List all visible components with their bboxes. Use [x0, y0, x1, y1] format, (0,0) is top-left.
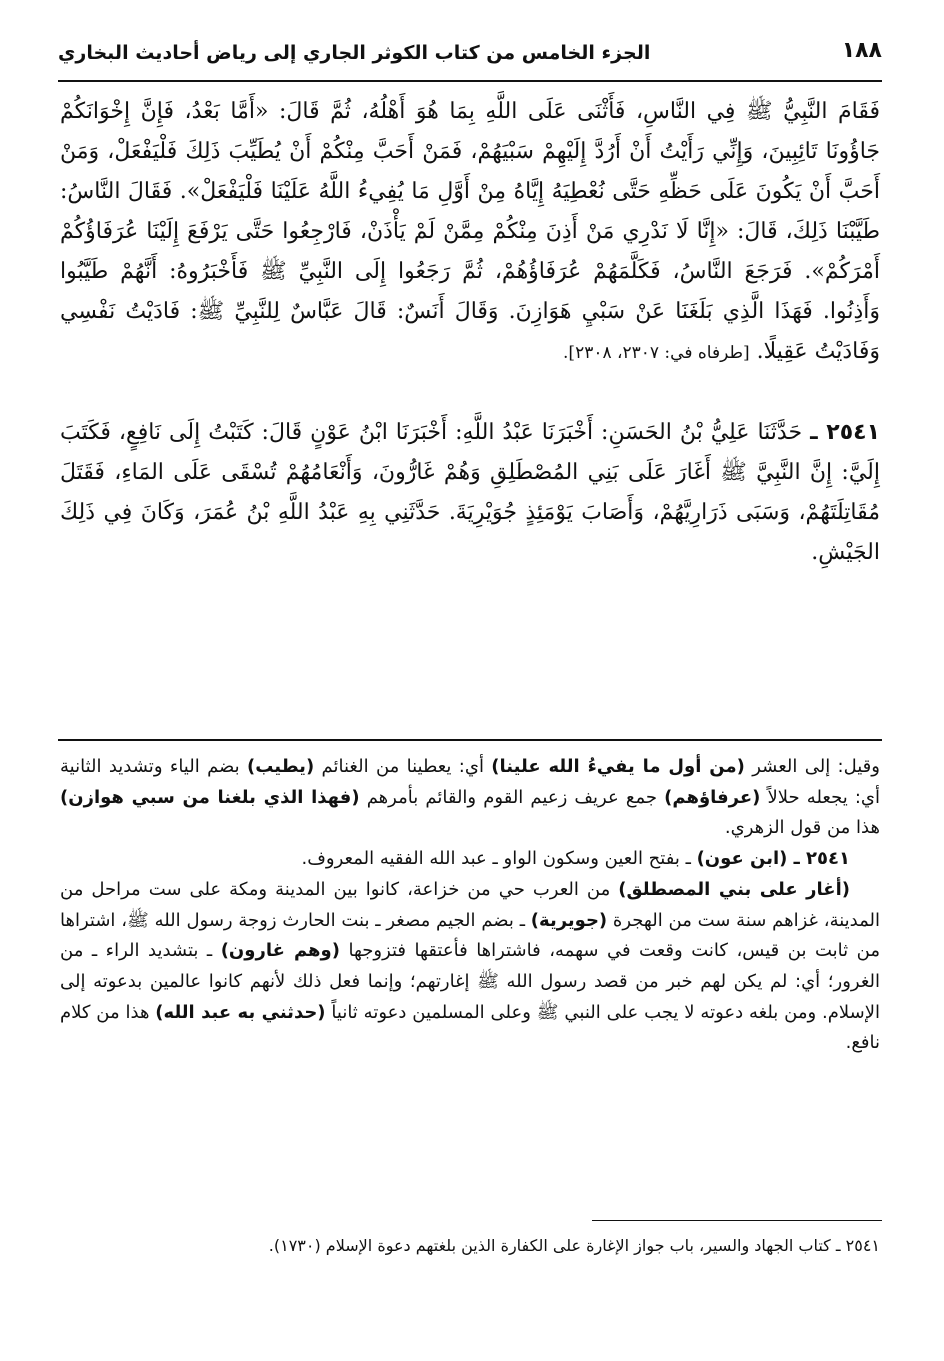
commentary-text: ـ بضم الجيم مصغر ـ بنت الحارث زوجة رسول الله ﷺ، اشتراها من ثابت بن قيس، كانت وقعت في سهمه، فاشتراها فأعتقها فتزوجها: [60, 909, 880, 962]
commentary-text: أي: يعطينا من الغنائم: [314, 756, 492, 777]
commentary-paragraph: [60, 875, 880, 1059]
commentary: [60, 752, 880, 1059]
commentary-keyword: (أغار على بني المصطلق): [618, 878, 850, 900]
commentary-keyword: (يطيب): [247, 756, 315, 777]
page-header: [58, 30, 882, 82]
running-title: الجزء الخامس من كتاب الكوثر الجاري إلى رياض أحاديث البخاري: [58, 42, 651, 64]
commentary-text: جمع عريف زعيم القوم والقائم بأمرهم: [359, 786, 665, 808]
cross-reference: [طرفاه في: ٢٣٠٧، ٢٣٠٨].: [563, 343, 750, 363]
main-text: [60, 92, 880, 573]
commentary-keyword: (فهذا الذي بلغنا من سبي هوازن): [60, 786, 360, 808]
commentary-text: هذا من قول الزهري.: [724, 817, 880, 839]
commentary-keyword: (جويرية): [530, 909, 608, 931]
commentary-text: بضم الياء وتشديد الثانية أي: يجعله حلالاً: [60, 756, 881, 808]
commentary-keyword: (عرفاؤهم): [664, 786, 761, 808]
hadith-continuation-text: فَقَامَ النَّبِيُّ ﷺ فِي النَّاسِ، فَأَثْنَى عَلَى اللَّهِ بِمَا هُوَ أَهْلُهُ، ثُمَّ قَالَ: «أَمَّا بَعْدُ، فَإِنَّ إِخْوَانَكُمْ جَاؤُونَا تَائِبِينَ، وَإِنِّي رَأَيْتُ أَنْ أَرُدَّ إِلَيْهِمْ سَبْيَهُمْ، فَمَنْ أَحَبَّ مِنْكُمْ أَنْ يُطَيِّبَ ذَلِكَ فَلْيَفْعَلْ، وَمَنْ أَحَبَّ أَنْ يَكُونَ عَلَى حَظِّهِ حَتَّى نُعْطِيَهُ إِيَّاهُ مِنْ أَوَّلِ مَا يُفِيءُ اللَّهُ عَلَيْنَا فَلْيَفْعَلْ». فَقَالَ النَّاسُ: طَيَّبْنَا ذَلِكَ، قَالَ: «إِنَّا لَا نَدْرِي مَنْ أَذِنَ مِنْكُمْ مِمَّنْ لَمْ يَأْذَنْ، فَارْجِعُوا حَتَّى يَرْفَعَ إِلَيْنَا عُرَفَاؤُكُمْ أَمْرَكُمْ». فَرَجَعَ النَّاسُ، فَكَلَّمَهُمْ عُرَفَاؤُهُمْ، ثُمَّ رَجَعُوا إِلَى النَّبِيِّ ﷺ فَأَخْبَرُوهُ: أَنَّهُمْ طَيَّبُوا وَأَذِنُوا. فَهَذَا الَّذِي بَلَغَنَا عَنْ سَبْيِ هَوَازِنَ. وَقَالَ أَنَسٌ: قَالَ عَبَّاسٌ لِلنَّبِيِّ ﷺ: فَادَيْتُ نَفْسِي وَفَادَيْتُ عَقِيلًا.: [60, 99, 880, 364]
commentary-keyword: (وهم غارون): [220, 940, 340, 962]
commentary-paragraph: [60, 844, 880, 875]
commentary-keyword: (من أول ما يفيءُ الله علينا): [491, 756, 745, 777]
commentary-paragraph: [60, 752, 880, 844]
footnote: ٢٥٤١ ـ كتاب الجهاد والسير، باب جواز الإغارة على الكفارة الذين بلغتهم دعوة الإسلام (١٧٣٠).: [268, 1236, 880, 1255]
commentary-text: ـ بتشديد الراء ـ من الغرور؛ أي: لم يكن لهم خبر من قصد رسول الله ﷺ إغارتهم؛ وإنما فعل ذلك لأنهم كانوا عالمين بدعوته إلى الإسلام. ومن بلغه دعوته لا يجب على النبي ﷺ وعلى المسلمين دعوته ثانياً: [60, 940, 880, 1023]
footnote-divider: [592, 1220, 882, 1221]
hadith-number: ٢٥٤١ ـ: [810, 420, 880, 445]
commentary-text: وقيل: إلى العشر: [744, 756, 880, 777]
commentary-text: من العرب حي من خزاعة، كانوا بين المدينة ومكة على ست مراحل من المدينة، غزاهم سنة ست من الهجرة: [60, 878, 880, 931]
commentary-text: هذا من كلام نافع.: [60, 1001, 880, 1054]
hadith-2541: [60, 413, 880, 573]
hadith-text: حَدَّثَنَا عَلِيُّ بْنُ الحَسَنِ: أَخْبَرَنَا عَبْدُ اللَّهِ: أَخْبَرَنَا ابْنُ عَوْنٍ قَالَ: كَتَبْتُ إِلَى نَافِعٍ، فَكَتَبَ إِلَيَّ: إِنَّ النَّبِيَّ ﷺ أَغَارَ عَلَى بَنِي المُصْطَلِقِ وَهُمْ غَارُّونَ، وَأَنْعَامُهُمْ تُسْقَى عَلَى المَاءِ، فَقَتَلَ مُقَاتِلَتَهُمْ، وَسَبَى ذَرَارِيَّهُمْ، وَأَصَابَ يَوْمَئِذٍ جُوَيْرِيَةَ. حَدَّثَنِي بِهِ عَبْدُ اللَّهِ بْنُ عُمَرَ، وَكَانَ فِي ذَلِكَ الجَيْشِ.: [60, 420, 880, 565]
page-number: ١٨٨: [841, 38, 882, 63]
commentary-keyword: (حدثني به عبد الله): [155, 1001, 326, 1023]
commentary-divider: [58, 739, 882, 741]
commentary-keyword: ٢٥٤١ ـ (ابن عون): [696, 848, 850, 870]
commentary-text: ـ بفتح العين وسكون الواو ـ عبد الله الفقيه المعروف.: [301, 848, 697, 870]
hadith-continuation: [60, 92, 880, 373]
